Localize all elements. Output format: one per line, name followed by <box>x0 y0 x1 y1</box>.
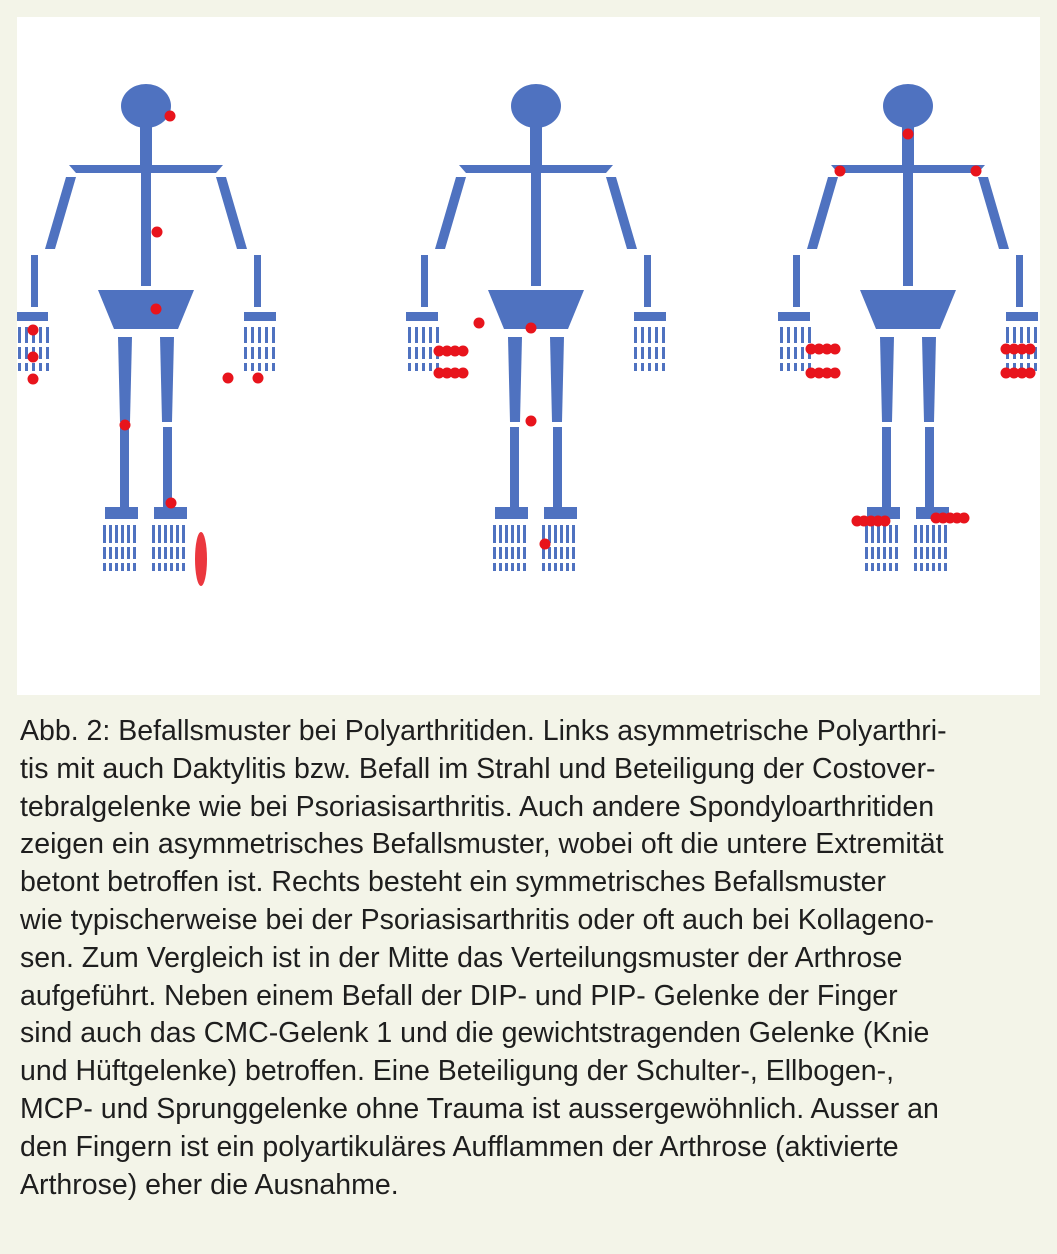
finger-left <box>408 327 411 343</box>
joint-marker <box>835 166 846 177</box>
upper-arm-right <box>216 177 247 249</box>
finger-right <box>655 363 658 371</box>
toe-right <box>920 563 923 571</box>
pelvis <box>488 290 584 329</box>
skull <box>883 84 933 128</box>
toe-right <box>566 563 569 571</box>
toe-left <box>121 525 124 543</box>
joint-marker <box>28 352 39 363</box>
toe-right <box>932 563 935 571</box>
caption-line: tis mit auch Daktylitis bzw. Befall im Strahl und Beteiligung der Costover- <box>20 752 936 785</box>
toe-left <box>517 547 520 559</box>
joint-marker <box>28 325 39 336</box>
joint-marker <box>526 416 537 427</box>
finger-left <box>46 363 49 371</box>
finger-left <box>787 327 790 343</box>
finger-right <box>655 347 658 359</box>
finger-right <box>258 347 261 359</box>
toe-left <box>115 547 118 559</box>
toe-right <box>938 547 941 559</box>
toe-left <box>889 563 892 571</box>
toe-right <box>914 563 917 571</box>
caption-line: den Fingern ist ein polyartikuläres Aufflammen der Arthrose (aktivierte <box>20 1130 899 1163</box>
finger-right <box>258 363 261 371</box>
upper-arm-left <box>45 177 76 249</box>
spine <box>531 168 541 286</box>
toe-right <box>152 525 155 543</box>
thigh-left <box>880 337 894 422</box>
palm-left <box>778 312 810 321</box>
toe-right <box>170 547 173 559</box>
finger-left <box>436 327 439 343</box>
toe-right <box>926 563 929 571</box>
finger-left <box>18 347 21 359</box>
toe-left <box>109 547 112 559</box>
finger-right <box>641 327 644 343</box>
caption-line: betont betroffen ist. Rechts besteht ein symmetrisches Befallsmuster <box>20 866 886 899</box>
finger-left <box>794 363 797 371</box>
toe-left <box>889 547 892 559</box>
caption-line: zeigen ein asymmetrisches Befallsmuster, wobei oft die untere Extremität <box>20 828 944 861</box>
joint-marker <box>165 111 176 122</box>
thigh-left <box>118 337 132 422</box>
finger-left <box>415 327 418 343</box>
toe-right <box>920 547 923 559</box>
toe-right <box>560 547 563 559</box>
toe-left <box>895 547 898 559</box>
forearm-right <box>254 255 261 307</box>
joint-marker <box>166 498 177 509</box>
toe-right <box>170 563 173 571</box>
finger-left <box>422 327 425 343</box>
toe-left <box>109 563 112 571</box>
finger-right <box>662 347 665 359</box>
foot-right <box>544 507 577 519</box>
caption-line: Arthrose) eher die Ausnahme. <box>20 1168 399 1201</box>
figure-caption <box>20 713 1030 1204</box>
toe-left <box>877 525 880 543</box>
toe-left <box>109 525 112 543</box>
toe-right <box>152 547 155 559</box>
finger-left <box>25 363 28 371</box>
finger-left <box>422 347 425 359</box>
toe-left <box>865 547 868 559</box>
foot-left <box>495 507 528 519</box>
finger-right <box>1020 327 1023 343</box>
toe-left <box>883 563 886 571</box>
toe-left <box>493 547 496 559</box>
joint-marker <box>458 346 469 357</box>
toe-left <box>505 563 508 571</box>
toe-left <box>133 563 136 571</box>
palm-right <box>634 312 666 321</box>
forearm-left <box>421 255 428 307</box>
toe-left <box>103 525 106 543</box>
pelvis <box>98 290 194 329</box>
toe-right <box>176 563 179 571</box>
spine <box>903 168 913 286</box>
toe-right <box>158 525 161 543</box>
toe-left <box>511 547 514 559</box>
joint-marker <box>830 368 841 379</box>
finger-left <box>408 363 411 371</box>
neck <box>140 126 152 168</box>
toe-right <box>932 547 935 559</box>
toe-left <box>877 547 880 559</box>
toe-right <box>920 525 923 543</box>
finger-right <box>272 327 275 343</box>
finger-left <box>415 347 418 359</box>
joint-marker <box>526 323 537 334</box>
finger-right <box>265 327 268 343</box>
finger-right <box>244 347 247 359</box>
joint-marker <box>152 227 163 238</box>
toe-left <box>127 525 130 543</box>
joint-marker <box>540 539 551 550</box>
finger-right <box>634 363 637 371</box>
toe-left <box>115 563 118 571</box>
toe-right <box>554 525 557 543</box>
upper-arm-left <box>807 177 838 249</box>
joint-marker <box>1025 344 1036 355</box>
toe-right <box>926 547 929 559</box>
caption-line: Abb. 2: Befallsmuster bei Polyarthritiden. Links asymmetrische Polyarthri- <box>20 715 947 747</box>
finger-right <box>272 363 275 371</box>
thigh-right <box>160 337 174 422</box>
foot-left <box>105 507 138 519</box>
pelvis <box>860 290 956 329</box>
toe-left <box>883 547 886 559</box>
finger-right <box>641 363 644 371</box>
toe-right <box>560 563 563 571</box>
toe-left <box>127 563 130 571</box>
toe-right <box>170 525 173 543</box>
finger-left <box>18 363 21 371</box>
finger-right <box>648 347 651 359</box>
caption-line: sind auch das CMC-Gelenk 1 und die gewichtstragenden Gelenke (Knie <box>20 1017 930 1050</box>
toe-left <box>499 563 502 571</box>
finger-left <box>787 363 790 371</box>
toe-right <box>182 547 185 559</box>
palm-left <box>17 312 48 321</box>
finger-left <box>408 347 411 359</box>
toe-left <box>511 525 514 543</box>
caption-line: aufgeführt. Neben einem Befall der DIP- und PIP- Gelenke der Finger <box>20 979 898 1012</box>
finger-left <box>18 327 21 343</box>
forearm-right <box>644 255 651 307</box>
thigh-right <box>550 337 564 422</box>
toe-right <box>560 525 563 543</box>
finger-left <box>429 327 432 343</box>
foot-right <box>154 507 187 519</box>
skeleton-figures <box>17 17 1040 695</box>
finger-right <box>1034 327 1037 343</box>
finger-right <box>251 347 254 359</box>
finger-left <box>39 347 42 359</box>
toe-right <box>938 525 941 543</box>
skull <box>121 84 171 128</box>
toe-left <box>103 563 106 571</box>
caption-line: sen. Zum Vergleich ist in der Mitte das Verteilungsmuster der Arthrose <box>20 941 903 974</box>
finger-left <box>46 347 49 359</box>
toe-right <box>572 525 575 543</box>
spine <box>141 168 151 286</box>
finger-left <box>780 327 783 343</box>
toe-right <box>932 525 935 543</box>
finger-right <box>634 347 637 359</box>
shin-right <box>553 427 562 507</box>
joint-marker <box>1025 368 1036 379</box>
finger-right <box>265 363 268 371</box>
joint-marker <box>458 368 469 379</box>
finger-left <box>46 327 49 343</box>
toe-right <box>152 563 155 571</box>
upper-arm-right <box>978 177 1009 249</box>
toe-right <box>164 547 167 559</box>
finger-left <box>429 347 432 359</box>
joint-marker <box>830 344 841 355</box>
palm-left <box>406 312 438 321</box>
forearm-right <box>1016 255 1023 307</box>
finger-left <box>801 327 804 343</box>
toe-left <box>499 547 502 559</box>
toe-right <box>548 547 551 559</box>
finger-right <box>648 363 651 371</box>
toe-right <box>944 547 947 559</box>
joint-marker <box>903 129 914 140</box>
finger-left <box>794 347 797 359</box>
upper-arm-left <box>435 177 466 249</box>
toe-right <box>572 547 575 559</box>
toe-left <box>505 525 508 543</box>
finger-right <box>258 327 261 343</box>
finger-left <box>32 363 35 371</box>
finger-right <box>244 363 247 371</box>
toe-left <box>493 525 496 543</box>
finger-right <box>648 327 651 343</box>
toe-right <box>176 547 179 559</box>
finger-left <box>801 347 804 359</box>
finger-left <box>780 363 783 371</box>
toe-left <box>121 547 124 559</box>
finger-right <box>272 347 275 359</box>
toe-left <box>883 525 886 543</box>
toe-right <box>164 525 167 543</box>
thigh-right <box>922 337 936 422</box>
toe-left <box>865 525 868 543</box>
toe-right <box>182 563 185 571</box>
skull <box>511 84 561 128</box>
finger-right <box>1013 327 1016 343</box>
toe-left <box>499 525 502 543</box>
shin-right <box>925 427 934 507</box>
toe-left <box>889 525 892 543</box>
upper-arm-right <box>606 177 637 249</box>
toe-right <box>176 525 179 543</box>
joint-marker <box>151 304 162 315</box>
finger-right <box>662 327 665 343</box>
toe-right <box>542 563 545 571</box>
caption-line: tebralgelenke wie bei Psoriasisarthritis. Auch andere Spondyloarthritiden <box>20 790 935 823</box>
shin-left <box>882 427 891 507</box>
joint-marker <box>120 420 131 431</box>
shin-left <box>120 427 129 507</box>
toe-left <box>133 547 136 559</box>
finger-right <box>265 347 268 359</box>
toe-left <box>121 563 124 571</box>
shin-right <box>163 427 172 507</box>
finger-right <box>655 327 658 343</box>
toe-left <box>871 525 874 543</box>
toe-left <box>505 547 508 559</box>
toe-left <box>523 547 526 559</box>
joint-marker <box>474 318 485 329</box>
toe-left <box>511 563 514 571</box>
toe-left <box>517 563 520 571</box>
toe-left <box>523 563 526 571</box>
toe-right <box>164 563 167 571</box>
finger-right <box>662 363 665 371</box>
toe-right <box>566 547 569 559</box>
finger-right <box>634 327 637 343</box>
toe-right <box>914 547 917 559</box>
finger-right <box>1006 327 1009 343</box>
joint-marker <box>880 516 891 527</box>
toe-right <box>566 525 569 543</box>
caption-line: wie typischerweise bei der Psoriasisarthritis oder oft auch bei Kollageno- <box>20 903 935 936</box>
finger-left <box>801 363 804 371</box>
skeleton-figure-left <box>17 84 276 586</box>
toe-left <box>865 563 868 571</box>
toe-left <box>115 525 118 543</box>
finger-right <box>251 363 254 371</box>
finger-right <box>251 327 254 343</box>
finger-right <box>244 327 247 343</box>
toe-right <box>158 547 161 559</box>
skeleton-figure-right <box>778 84 1038 571</box>
toe-right <box>944 525 947 543</box>
palm-right <box>244 312 276 321</box>
toe-left <box>133 525 136 543</box>
toe-left <box>103 547 106 559</box>
finger-right <box>641 347 644 359</box>
finger-left <box>39 327 42 343</box>
caption-line: und Hüftgelenke) betroffen. Eine Beteiligung der Schulter-, Ellbogen-, <box>20 1055 895 1088</box>
thigh-left <box>508 337 522 422</box>
toe-left <box>895 563 898 571</box>
skeleton-figure-middle <box>406 84 666 571</box>
toe-left <box>871 563 874 571</box>
joint-marker <box>253 373 264 384</box>
finger-right <box>1027 327 1030 343</box>
finger-left <box>794 327 797 343</box>
finger-left <box>39 363 42 371</box>
shin-left <box>510 427 519 507</box>
finger-left <box>429 363 432 371</box>
finger-left <box>422 363 425 371</box>
toe-left <box>523 525 526 543</box>
toe-right <box>158 563 161 571</box>
toe-left <box>127 547 130 559</box>
toe-left <box>895 525 898 543</box>
toe-left <box>877 563 880 571</box>
palm-right <box>1006 312 1038 321</box>
forearm-left <box>793 255 800 307</box>
toe-right <box>914 525 917 543</box>
finger-left <box>780 347 783 359</box>
toe-right <box>944 563 947 571</box>
toe-right <box>938 563 941 571</box>
forearm-left <box>31 255 38 307</box>
dactylitis-marker <box>195 532 207 586</box>
toe-right <box>182 525 185 543</box>
figure-panel <box>17 17 1040 695</box>
toe-left <box>493 563 496 571</box>
toe-right <box>554 547 557 559</box>
toe-right <box>926 525 929 543</box>
toe-left <box>871 547 874 559</box>
toe-right <box>548 563 551 571</box>
joint-marker <box>971 166 982 177</box>
toe-left <box>517 525 520 543</box>
neck <box>530 126 542 168</box>
finger-left <box>415 363 418 371</box>
joint-marker <box>959 513 970 524</box>
caption-line: MCP- und Sprunggelenke ohne Trauma ist aussergewöhnlich. Ausser an <box>20 1092 939 1125</box>
joint-marker <box>223 373 234 384</box>
finger-left <box>808 327 811 343</box>
finger-left <box>787 347 790 359</box>
toe-right <box>572 563 575 571</box>
joint-marker <box>28 374 39 385</box>
toe-right <box>554 563 557 571</box>
